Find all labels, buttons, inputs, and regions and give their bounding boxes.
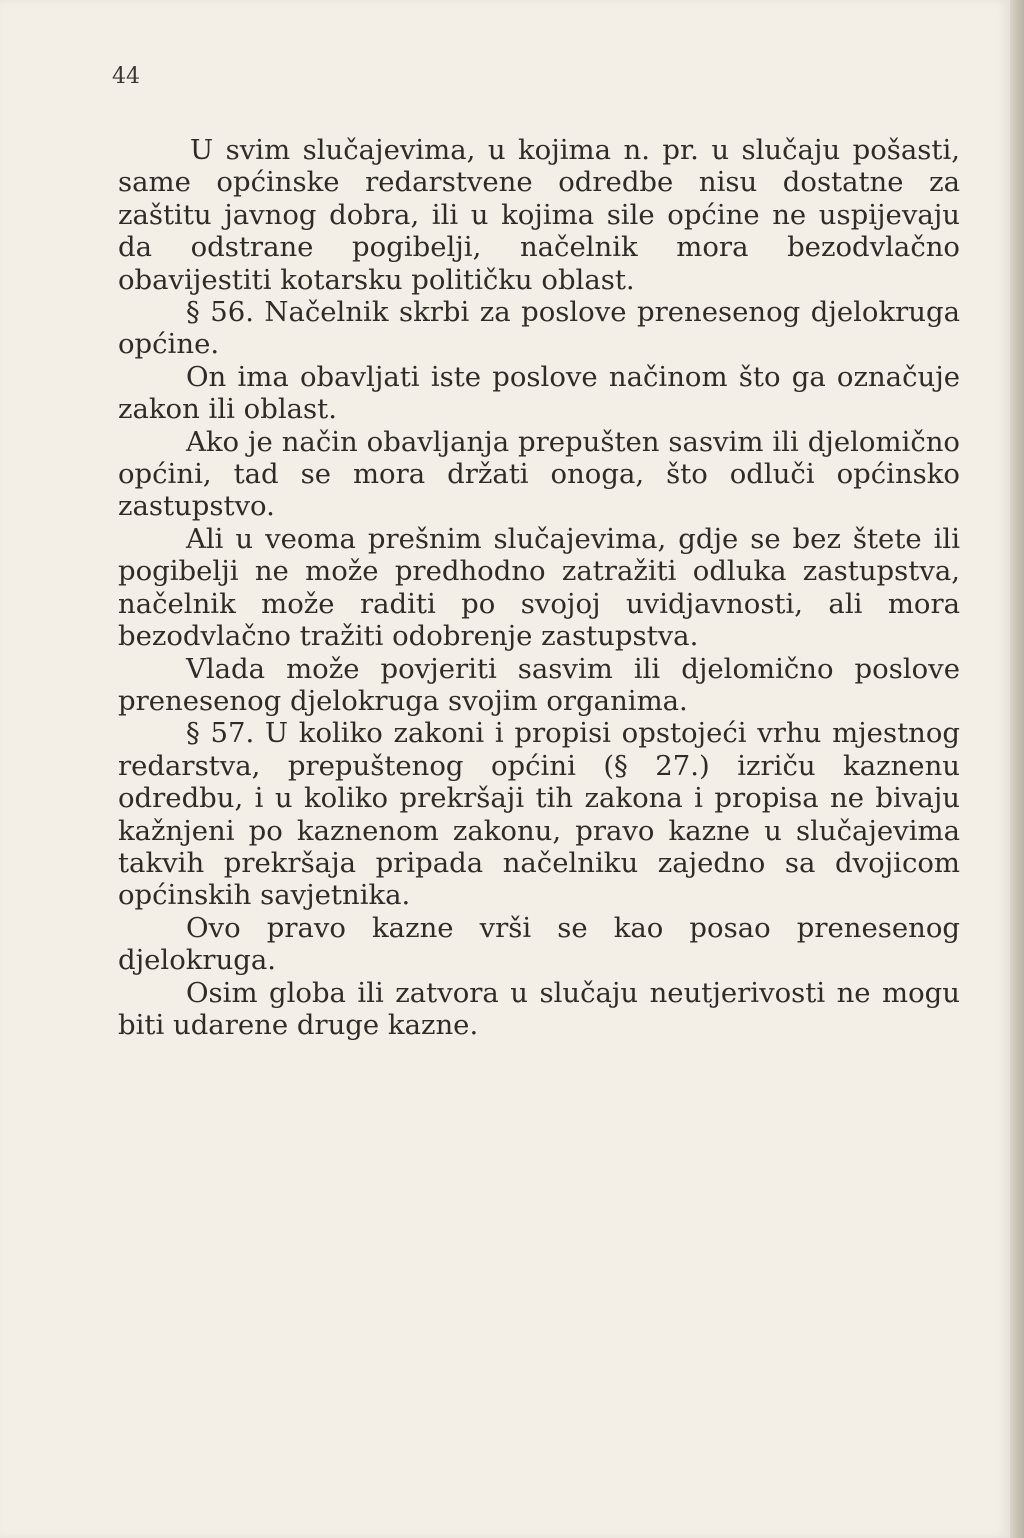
paragraph-5: Ali u veoma prešnim slučajevima, gdje se bez štete ili pogibelji ne može predhodno zatražiti odluka zastupstva, načelnik može raditi po svojoj uvidjavnosti, ali mora bezodvlačno tražiti odobrenje zastupstva. (118, 522, 960, 653)
paragraph-9: Osim globa ili zatvora u slučaju neutjerivosti ne mogu biti udarene druge kazne. (118, 976, 960, 1041)
page-body (118, 134, 960, 1041)
paragraph-4: Ako je način obavljanja prepušten sasvim ili djelomično općini, tad se mora držati onoga, što odluči općinsko zastupstvo. (118, 425, 960, 523)
page-edge (1010, 0, 1024, 1538)
paragraph-7: § 57. U koliko zakoni i propisi opstojeći vrhu mjestnog redarstva, prepuštenog općini (§ 27.) izriču kaznenu odredbu, i u koliko prekršaji tih zakona i propisa ne bivaju kažnjeni po kaznenom zakonu, pravo kazne u slučajevima takvih prekršaja pripada načelniku zajedno sa dvojicom općinskih savjetnika. (118, 717, 960, 912)
paragraph-1: U svim slučajevima, u kojima n. pr. u slučaju pošasti, same općinske redarstvene odredbe nisu dostatne za zaštitu javnog dobra, ili u kojima sile općine ne uspijevaju da odstrane pogibelji, načelnik mora bezodvlačno obavijestiti kotarsku političku oblast. (118, 134, 960, 296)
paragraph-6: Vlada može povjeriti sasvim ili djelomično poslove prenesenog djelokruga svojim organima. (118, 652, 960, 717)
paragraph-2: § 56. Načelnik skrbi za poslove prenesenog djelokruga općine. (118, 296, 960, 361)
paragraph-3: On ima obavljati iste poslove načinom što ga označuje zakon ili oblast. (118, 360, 960, 426)
page-number: 44 (112, 64, 140, 89)
paragraph-8: Ovo pravo kazne vrši se kao posao prenesenog djelokruga. (118, 911, 960, 977)
